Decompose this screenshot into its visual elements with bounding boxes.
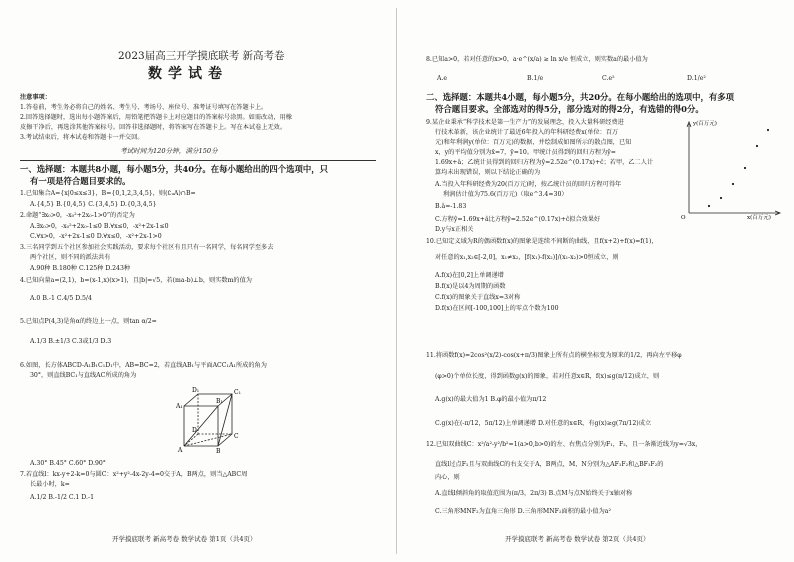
cube-label: C [234, 433, 239, 440]
notice-line: 1.答卷前，考生务必将自己的姓名、考生号、考场号、座位号、准考证号填写在答题卡上。 [20, 104, 268, 111]
question-7-options: A.1/2 B.-1/2 C.1 D.-1 [30, 494, 95, 501]
scatter-plot-figure [679, 118, 784, 220]
section-one-heading-cont: 有一项是符合题目要求的。 [30, 176, 131, 186]
cube-label: A [178, 447, 183, 454]
question-8-option-a: A.e [437, 75, 448, 82]
question-6-cont: 30°，则直线BC₁与直线AC所成的角为 [30, 372, 137, 379]
axis-origin: O [681, 215, 686, 220]
question-9-option-a: A.当投入年科研经费为20(百万元)时，按乙统计员的回归方程可得年 [435, 181, 622, 188]
notice-line: 皮擦干净后，再选涂其他答案标号。回答非选择题时，将答案写在答题卡上。写在本试卷上无效。 [20, 124, 287, 131]
time-note: 考试时间为120分钟，满分150分 [120, 147, 218, 155]
question-10-option-a: A.f(x)在[0,2]上单调递增 [435, 272, 504, 279]
question-12-line: 直线l过点F₂且与双曲线C的右支交于A，B两点，M，N分别为△AF₁F₂和△BF₁F₂的 [435, 461, 664, 468]
question-10-line: 对任意的x₁,x₂∈[-2,0]，x₁≠x₂，[f(x₁)-f(x₂)]/(x₁-x₂)>0恒成立，则 [435, 254, 619, 261]
question-4: 4.已知向量a=(2,1)，b=(x-1,x)(x>1)，且|b|=√5，若(ma-b)⊥b，则实数m的值为 [20, 277, 252, 284]
notice-line: 2.回答选择题时，选出每小题答案后，用铅笔把答题卡上对应题目的答案标号涂黑。如需改动，用橡 [20, 114, 292, 121]
question-7-cont: 长最小时，k= [30, 481, 70, 488]
question-8-option-c: C.e² [602, 75, 615, 82]
question-12-options-cd: C.三角形MNF₂为直角三角形 D.三角形MNF₂面积的最小值为a² [435, 508, 611, 515]
cube-label: B₁ [216, 398, 223, 405]
question-8-option-b: B.1/e [527, 75, 544, 82]
question-3-cont: 两个社区，则不同的派法共有 [30, 254, 111, 261]
cube-label: D [192, 427, 197, 434]
cube-label: D₁ [192, 387, 200, 394]
question-9-line: 元)和年利润y(单位：百万元)的数据，并绘制成如图所示的散点图，已知 [435, 139, 632, 146]
question-11-options-cd: C.g(x)在(-π/12，5π/12)上单调递增 D.对任意的x∈R，有g(x)≥g(7π/12)成立 [435, 420, 652, 427]
question-4-options: A.0 B.-1 C.4/5 D.5/4 [30, 295, 92, 302]
question-1: 1.已知集合A={x|0≤x≤3}，B={0,1,2,3,4,5}，则(∁ᵤA)∩B= [20, 190, 196, 197]
section-two-heading-cont: 符合题目要求。全部选对的得5分，部分选对的得2分，有选错的得0分。 [435, 104, 704, 114]
question-12-options-ab: A.直线l倾斜角的取值范围为(π/3，2π/3) B.点M与点N始终关于x轴对称 [435, 490, 633, 497]
question-6: 6.如图，长方体ABCD-A₁B₁C₁D₁中，AB=BC=2，若直线AB₁与平面ACC₁A₁所成的角为 [20, 362, 267, 369]
question-9-option-c: C.方程ŷ=1.69x+â比方程ŷ=2.52e^(0.17x)+ĉ拟合效果好 [435, 216, 601, 223]
question-11-options-ab: A.g(x)的最大值为1 B.φ的最小值为π/12 [435, 396, 547, 403]
footer-left: 开学摸底联考 新高考卷 数学试卷 第1页（共4页） [112, 535, 257, 543]
cube-label: C₁ [234, 389, 241, 396]
question-1-options: A.{4,5} B.{0,4,5} C.{3,4,5} D.{0,3,4,5} [30, 201, 157, 208]
question-9-option-a-cont: 利润估计值为75.6(百万元)（取e^3.4≈30） [443, 191, 568, 198]
question-2-options: A.∃x₀>0，-x₀²+2x₀-1≤0 B.∀x≤0，-x²+2x-1≤0 [30, 223, 169, 230]
page-right [397, 0, 794, 562]
question-9-line: 算均未出现错误，则以下结论正确的为 [435, 169, 541, 176]
question-10-option-d: D.f(x)在区间[-100,100]上的零点个数为100 [435, 305, 559, 312]
question-9-option-d: D.y与x正相关 [435, 226, 474, 233]
question-9-option-b: B.â=-1.83 [435, 203, 467, 210]
question-11-line: (φ>0)个单位长度，得到函数g(x)的图象，若对任意x∈R，f(x)≤g(π/12)成立，则 [435, 373, 660, 380]
exam-title: 2023届高三开学摸底联考 新高考卷 [118, 50, 285, 62]
question-2-options: C.∀x>0，-x²+2x-1≤0 D.∀x≤0，-x²+2x-1>0 [30, 233, 162, 240]
cube-label: A₁ [176, 403, 183, 410]
notice-line: 3.考试结束后，将本试卷和答题卡一并交回。 [20, 134, 144, 141]
question-12-line: 内心，则 [435, 474, 460, 481]
section-two-heading: 二、选择题：本题共4小题，每小题5分，共20分。在每小题给出的选项中，有多项 [426, 92, 735, 102]
question-9-line: 1.69x+â；乙统计员得到的回归方程为ŷ=2.52e^(0.17x)+ĉ；若甲，乙二人计 [435, 159, 654, 166]
question-9: 9.某企业秉承“科学技术是第一生产力”的发展理念，投入大量科研经费进 [426, 119, 624, 126]
question-5-options: A.1/3 B.±1/3 C.3或1/3 D.3 [30, 338, 112, 345]
question-10-option-b: B.f(x)是以4为周期的函数 [435, 283, 506, 290]
question-9-line: x，y的平均值分别为x̄=7，ȳ=10。甲统计员得到的回归方程为ŷ= [435, 149, 616, 156]
question-7: 7.若直线l：kx-y+2-k=0与圆C：x²+y²-4x-2y-4=0交于A，B两点，则当△ABC周 [20, 471, 248, 478]
header-rule [20, 160, 376, 161]
question-12: 12.已知双曲线C：x²/a²-y²/b²=1(a>0,b>0)的左、右焦点分别为F₁，F₂，且一条渐近线为y=√3x， [426, 441, 702, 448]
axis-x-label: x(百万元) [747, 215, 771, 220]
cuboid-figure [170, 386, 250, 456]
question-5: 5.已知点P(4,3)是角α的终边上一点，则tan α/2= [20, 318, 157, 325]
question-10: 10.已知定义域为R的偶函数f(x)的图象是连续不间断的曲线，且f(x+2)+f(x)=f(1)， [426, 238, 658, 245]
question-8-option-d: D.1/e² [687, 75, 706, 82]
section-one-heading: 一、选择题：本题共8小题，每小题5分，共40分。在每小题给出的四个选项中，只 [20, 164, 329, 174]
cube-label: B [216, 448, 221, 455]
question-6-options: A.30° B.45° C.60° D.90° [30, 460, 106, 467]
footer-right: 开学摸底联考 新高考卷 数学试卷 第2页（共4页） [505, 535, 650, 543]
question-8: 8.已知a>0，若对任意的x>0，a·e^(x/a) ≥ ln x/e 恒成立，则实数a的最小值为 [426, 56, 648, 63]
exam-subject: 数学试卷 [148, 66, 228, 82]
question-9-line: 行技术革新，该企业统计了最近6年投入的年科研经费x(单位：百万 [435, 129, 619, 136]
question-2: 2.命题“∃x₀>0，-x₀²+2x₀-1>0”的否定为 [20, 212, 135, 219]
question-3: 3.三名同学到五个社区参加社会实践活动，要求每个社区有且只有一名同学，每名同学至多去 [20, 244, 274, 251]
question-11: 11.将函数f(x)=2cos²(x/2)-cos(x+π/3)图象上所有点的横坐标变为原来的1/2，再向左平移φ [426, 352, 682, 359]
question-3-options: A.90种 B.180种 C.125种 D.243种 [30, 265, 131, 272]
axis-y-label: y(百万元) [693, 121, 717, 127]
notice-heading: 注意事项： [20, 94, 51, 101]
question-10-option-c: C.f(x)的图象关于直线x=3对称 [435, 294, 521, 301]
